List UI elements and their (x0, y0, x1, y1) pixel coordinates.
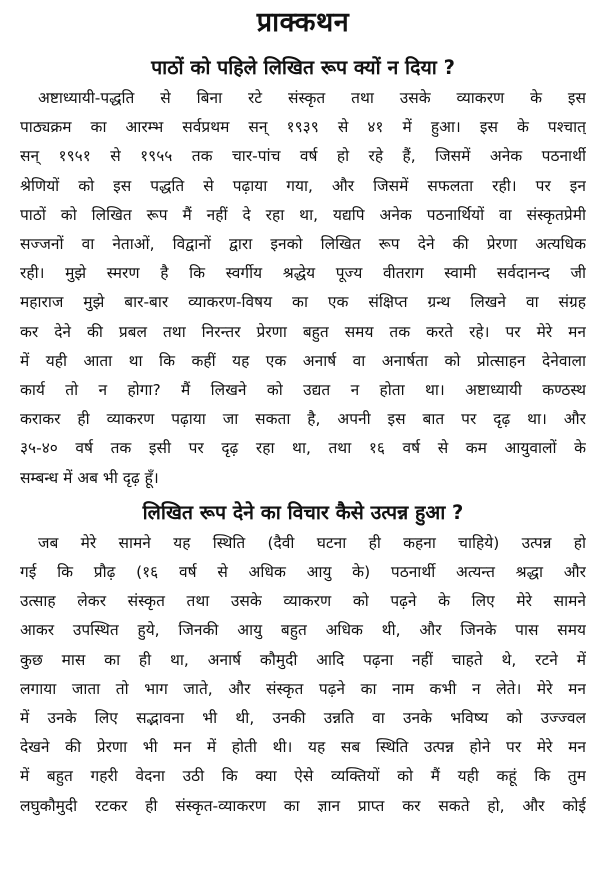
paragraph-2 (20, 529, 586, 821)
paragraph-1 (20, 84, 586, 493)
text-line: ३५-४० वर्ष तक इसी पर दृढ़ रहा था, तथा १६ वर्ष से कम आयुवालों के (20, 439, 586, 458)
text-line: श्रेणियों को इस पद्धति से पढ़ाया गया, और जिसमें सफलता रही। पर इन (20, 176, 586, 195)
page-title: प्राक्कथन (256, 7, 350, 38)
text-line: लगाया जाता तो भाग जाते, और संस्कृत पढ़ने का नाम कभी न लेते। मेरे मन (20, 679, 586, 698)
text-line: कर देने की प्रबल तथा निरन्तर प्रेरणा बहुत समय तक करते रहे। पर मेरे मन (20, 322, 586, 341)
text-line: पाठ्यक्रम का आरम्भ सर्वप्रथम सन् १९३९ से ४१ में हुआ। इस के पश्चात् (20, 118, 586, 137)
text-line: सम्बन्ध में अब भी दृढ़ हूँ। (20, 468, 159, 487)
text-line: महाराज मुझे बार-बार व्याकरण-विषय का एक संक्षिप्त ग्रन्थ लिखने वा संग्रह (20, 293, 586, 312)
text-line: में यही आता था कि कहीं यह एक अनार्ष वा अनार्षता को प्रोत्साहन देनेवाला (20, 351, 586, 370)
text-line: देखने की प्रेरणा भी मन में होती थी। यह सब स्थिति उत्पन्न होने पर मेरे मन (20, 738, 586, 757)
text-line: उत्साह लेकर संस्कृत तथा उसके व्याकरण को पढ़ने के लिए मेरे सामने (20, 592, 586, 611)
section-2 (20, 499, 586, 821)
text-line: कुछ मास का ही था, अनार्ष कौमुदी आदि पढ़ना नहीं चाहते थे, रटने में (20, 650, 586, 669)
text-line: रही। मुझे स्मरण है कि स्वर्गीय श्रद्धेय पूज्य वीतराग स्वामी सर्वदानन्द जी (20, 264, 586, 283)
section-heading-how-idea-arose: लिखित रूप देने का विचार कैसे उत्पन्न हुआ ? (142, 500, 464, 524)
text-line: अष्टाध्यायी-पद्धति से बिना रटे संस्कृत तथा उसके व्याकरण के इस (38, 89, 586, 107)
text-line: कराकर ही व्याकरण पढ़ाया जा सकता है, अपनी इस बात पर दृढ़ था। और (20, 410, 586, 429)
text-line: कार्य तो न होगा? मैं लिखने को उद्यत न होता था। अष्टाध्यायी कण्ठस्थ (20, 381, 586, 400)
text-line: गई कि प्रौढ़ (१६ वर्ष से अधिक आयु के) पठनार्थी अत्यन्त श्रद्धा और (20, 563, 586, 582)
text-line: में उनके लिए सद्भावना भी थी, उनकी उन्नति वा उनके भविष्य को उज्ज्वल (20, 709, 586, 728)
text-line: सन् १९५१ से १९५५ तक चार-पांच वर्ष हो रहे हैं, जिसमें अनेक पठनार्थी (20, 147, 586, 166)
section-heading-why-not-written: पाठों को पहिले लिखित रूप क्यों न दिया ? (151, 56, 455, 79)
text-line: जब मेरे सामने यह स्थिति (दैवी घटना ही कहना चाहिये) उत्पन्न हो (38, 533, 586, 552)
text-line: पाठों को लिखित रूप मैं नहीं दे रहा था, यद्यपि अनेक पठनार्थियों वा संस्कृतप्रेमी (20, 205, 586, 224)
text-line: सज्जनों वा नेताओं, विद्वानों द्वारा इनको लिखित रूप देने की प्रेरणा अत्यधिक (20, 235, 586, 254)
section-1 (20, 54, 586, 493)
text-line: लघुकौमुदी रटकर ही संस्कृत-व्याकरण का ज्ञान प्राप्त कर सकते हो, और कोई (20, 796, 586, 815)
text-line: में बहुत गहरी वेदना उठी कि क्या ऐसे व्यक्तियों को मैं यही कहूं कि तुम (20, 767, 586, 786)
text-line: आकर उपस्थित हुये, जिनकी आयु बहुत अधिक थी, और जिनके पास समय (20, 621, 586, 640)
